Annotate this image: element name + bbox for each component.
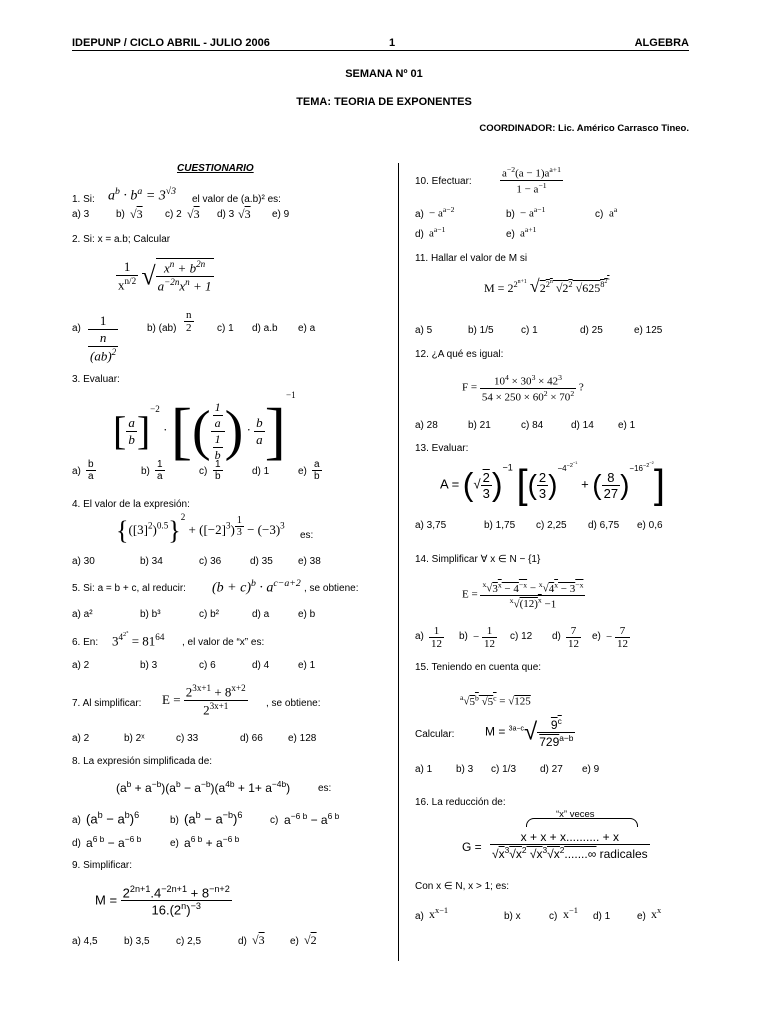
q13-stem: 13. Evaluar: [415,443,469,454]
q8-a-value: $(a^b - a^b)^6$ [86,810,140,827]
q8-option-e: e) [170,838,179,849]
q1-option-a: a) 3 [72,209,90,220]
q4-option-e: e) 38 [298,556,321,567]
q6-option-d: d) 4 [252,660,270,671]
header-subject: ALGEBRA [634,37,689,49]
q13-option-b: b) 1,75 [484,520,516,531]
q6-option-e: e) 1 [298,660,316,671]
q10-option-a: a) [415,209,424,220]
q9-e-value: √2 [304,933,317,947]
q11-option-a: a) 5 [415,325,433,336]
q7-option-c: c) 33 [176,733,199,744]
q14-a-value: $\frac{1}{12}$ [431,625,442,650]
q14-option-a: a) [415,631,424,642]
q6-stem: 6. En: [72,637,99,648]
q7-option-d: d) 66 [240,733,263,744]
q9-d-value: √3 [252,933,265,947]
q16-brace [526,818,638,827]
q16-e-value: $x^x$ [651,906,662,921]
q15-calc-label: Calcular: [415,729,455,740]
q5-option-b: b) b³ [140,609,161,620]
q13-option-a: a) 3,75 [415,520,447,531]
q12-option-c: c) 84 [521,420,544,431]
q15-stem: 15. Teniendo en cuenta que: [415,662,542,673]
q4-option-d: d) 35 [250,556,273,567]
q12-stem: 12. ¿A qué es igual: [415,349,504,360]
cuestionario-heading: CUESTIONARIO [177,163,254,174]
q7-expression: E = $\frac{2^{3x+1} + 8^{x+2}}{2^{3x+1}}$ [162,683,246,718]
q15-option-a: a) 1 [415,764,433,775]
q8-option-b: b) [170,815,179,826]
q4-expression: $\{([3]^2)^{0.5}\}^2 + ([-2]^3)$ $^{\frac{1}{3}}$ − $(-3)^3$ [116,512,285,546]
q4-stem: 4. El valor de la expresión: [72,499,190,510]
q15-condition: $^a$√5$^b$ $√5^c = √125$ [460,693,531,708]
q3-option-e: e) [298,466,307,477]
q14-e-value: − $\frac{7}{12}$ [606,625,628,650]
q5-option-e: e) b [298,609,316,620]
q2-option-c: c) 1 [217,323,234,334]
q3-stem: 3. Evaluar: [72,374,120,385]
q10-e-value: $a^{a+1}$ [520,225,537,240]
tema-title: TEMA: TEORIA DE EXPONENTES [296,96,472,108]
q2-stem: 2. Si: x = a.b; Calcular [72,234,171,245]
q14-option-b: b) [459,631,468,642]
q14-option-e: e) [592,631,601,642]
q9-stem: 9. Simplificar: [72,860,133,871]
q11-option-c: c) 1 [521,325,538,336]
q7-option-e: e) 128 [288,733,317,744]
q10-c-value: $a^a$ [609,205,618,220]
q2-option-b: b) (ab) [147,323,177,334]
q1-condition: el valor de (a.b)² es: [192,194,281,205]
q3-expression: [ $\frac{a}{b}$ ]$^{-2}$ · [( $\frac{\frac{1}{a}}{\frac{1}{b}}$ ) · $\frac{b}{a}$ ]$^{-1}$ [113,390,296,467]
q12-expression: F = $\frac{10^4 \times 30^3 \times 42^3}{54 \times 250 \times 60^2 \times 70^2}$ ? [462,373,584,404]
q1-option-b: b) [116,209,125,220]
header-rule [72,50,689,51]
q1-c-value: √3 [187,207,200,221]
q9-expression: M = $\frac{2^{2n+1}.4^{-2n+1} + 8^{-n+2}}{16.(2^n)^{-3}}$ [95,884,230,918]
q16-option-b: b) x [504,911,521,922]
q5-option-a: a) a² [72,609,93,620]
q9-option-b: b) 3,5 [124,936,150,947]
q7-stem: 7. Al simplificar: [72,698,142,709]
q3-option-b: b) [141,466,150,477]
q9-option-a: a) 4,5 [72,936,98,947]
q4-option-b: b) 34 [140,556,163,567]
q1-equation: $a^b \cdot b^a = 3^{√3}$ [108,186,177,204]
q4-option-c: c) 36 [199,556,222,567]
q10-stem: 10. Efectuar: [415,176,472,187]
q12-option-b: b) 21 [468,420,491,431]
q10-option-e: e) [506,229,515,240]
q8-tail: es: [318,783,332,794]
coordinator: COORDINADOR: Lic. Américo Carrasco Tineo. [479,123,689,134]
q16-option-a: a) [415,911,424,922]
q16-c-value: $x^{-1}$ [563,906,578,921]
q7-option-a: a) 2 [72,733,90,744]
q12-option-e: e) 1 [618,420,636,431]
q2-a-value: 1 n (ab)$^2$ [90,313,117,364]
q9-option-e: e) [290,936,299,947]
q7-option-b: b) 2ˣ [124,733,145,744]
q16-option-d: d) 1 [593,911,611,922]
q14-option-d: d) [552,631,561,642]
q10-option-d: d) [415,229,424,240]
q11-option-e: e) 125 [634,325,663,336]
q6-equation: $3^{4^{2^x}} = 81^{64}$ [112,629,165,649]
q13-option-d: d) 6,75 [588,520,620,531]
q10-option-c: c) [595,209,604,220]
q3-a-value: $\frac{b}{a}$ [88,459,94,482]
q2-b-exponent: $\frac{n}{2}$ [186,309,192,334]
q11-expression: $M = 2^{2^{n+1}}$ $√2^{2^n}$ $√2^2$ $√625^{8^{2^n}}$ [484,276,610,296]
q8-expression: $(a^b + a^{-b})(a^b - a^{-b})(a^{4b} + 1+ a^{-4b})$ [116,779,291,795]
q1-b-value: √3 [130,207,143,221]
q8-c-value: $a^{-6 b} - a^{6 b}$ [284,811,340,827]
q5-stem: 5. Si: a = b + c, al reducir: [72,583,186,594]
q10-expression: $\frac{a^{-2}(a - 1)a^{a+1}}{1 - a^{-1}}$ [502,165,561,196]
q1-option-d: d) 3 [217,209,235,220]
page-number: 1 [389,37,396,49]
q10-a-value: − $a^{a-2}$ [429,205,455,220]
q14-expression: E = $\frac{^x√3^x - 4^{-x} - ^x√4^x - 3^{-x}}{^x√(12)^x -1}$ [462,580,584,611]
header-left: IDEPUNP / CICLO ABRIL - JULIO 2006 [72,37,270,49]
q3-c-value: $\frac{1}{b}$ [215,459,221,482]
q6-option-b: b) 3 [140,660,158,671]
q8-b-value: $(a^b - a^{-b})^6$ [184,810,243,827]
q12-option-d: d) 14 [571,420,594,431]
q8-e-value: $a^{6 b} + a^{-6 b}$ [184,834,240,850]
q1-option-e: e) 9 [272,209,290,220]
q16-g-label: G = [462,840,482,854]
q8-option-c: c) [270,815,279,826]
q15-option-d: d) 27 [540,764,563,775]
q16-veces-label: “x” veces [556,809,595,820]
q2-option-a: a) [72,323,81,334]
q3-e-value: $\frac{a}{b}$ [314,459,320,482]
q10-option-b: b) [506,209,515,220]
q3-option-c: c) [199,466,208,477]
q2-option-e: e) a [298,323,316,334]
q11-option-d: d) 25 [580,325,603,336]
q8-option-a: a) [72,815,81,826]
page-header [72,37,689,51]
q16-option-e: e) [637,911,646,922]
q15-expression: M = $^{3a-c}$√ $\frac{9^c}{729^{a-b}}$ [485,716,574,749]
q7-tail: , se obtiene: [266,698,321,709]
q5-expression: $(b + c)^b \cdot a^{c-a+2}$ [212,578,301,596]
q14-stem: 14. Simplificar ∀ x ∈ N − {1} [415,554,541,565]
q8-stem: 8. La expresión simplificada de: [72,756,213,767]
q16-stem: 16. La reducción de: [415,797,506,808]
q5-tail: , se obtiene: [304,583,359,594]
q11-option-b: b) 1/5 [468,325,494,336]
q5-option-c: c) b² [199,609,219,620]
q14-b-value: − $\frac{1}{12}$ [473,625,495,650]
q9-option-d: d) [238,936,247,947]
q14-d-value: $\frac{7}{12}$ [568,625,579,650]
q1-option-c: c) 2 [165,209,182,220]
q16-option-c: c) [549,911,558,922]
q2-option-d: d) a.b [252,323,278,334]
q16-a-value: $x^{x-1}$ [429,906,449,921]
q15-option-e: e) 9 [582,764,600,775]
q6-tail: , el valor de “x” es: [182,637,265,648]
q15-option-b: b) 3 [456,764,474,775]
q16-expression: $\frac{x + x + x.......... + x}{√x^3√x^2 √x^3√x^2.......\infty radicales}$ [492,830,648,861]
q3-option-d: d) 1 [252,466,270,477]
q9-option-c: c) 2,5 [176,936,202,947]
q13-option-c: c) 2,25 [536,520,567,531]
semana-title: SEMANA Nº 01 [345,68,423,80]
q1-d-value: √3 [238,207,251,221]
q13-expression: A = (√ $\frac{2}{3}$ )$^{-1}$ [( $\frac{2}{3}$ )$^{-4^{-2^{-1}}}$ + ( $\frac{8}{27}$ )$^{-16^{-2^{-2}}}$] [440,460,665,507]
q13-option-e: e) 0,6 [637,520,663,531]
q6-option-c: c) 6 [199,660,216,671]
q16-condition: Con x ∈ N, x > 1; es: [415,881,510,892]
q10-b-value: − $a^{a-1}$ [520,205,546,220]
q11-stem: 11. Hallar el valor de M si [415,253,528,264]
q3-option-a: a) [72,466,81,477]
q8-option-d: d) [72,838,81,849]
q15-option-c: c) 1/3 [491,764,517,775]
column-divider [398,163,399,961]
q4-tail: es: [300,530,314,541]
q4-option-a: a) 30 [72,556,95,567]
q14-option-c: c) 12 [510,631,533,642]
q5-option-d: d) a [252,609,270,620]
q6-option-a: a) 2 [72,660,90,671]
q2-expression: $\frac{1}{x^{n/2}}$ √ $\frac{x^n + b^{2n}}{a^{-2n}x^n + 1}$ [118,259,212,294]
q8-d-value: $a^{6 b} - a^{-6 b}$ [86,834,142,850]
q10-d-value: $a^{a-1}$ [429,225,446,240]
q1-stem: 1. Si: [72,194,95,205]
q16-radicales: radicales [599,847,648,861]
q3-b-value: $\frac{1}{a}$ [157,459,163,482]
q12-option-a: a) 28 [415,420,438,431]
